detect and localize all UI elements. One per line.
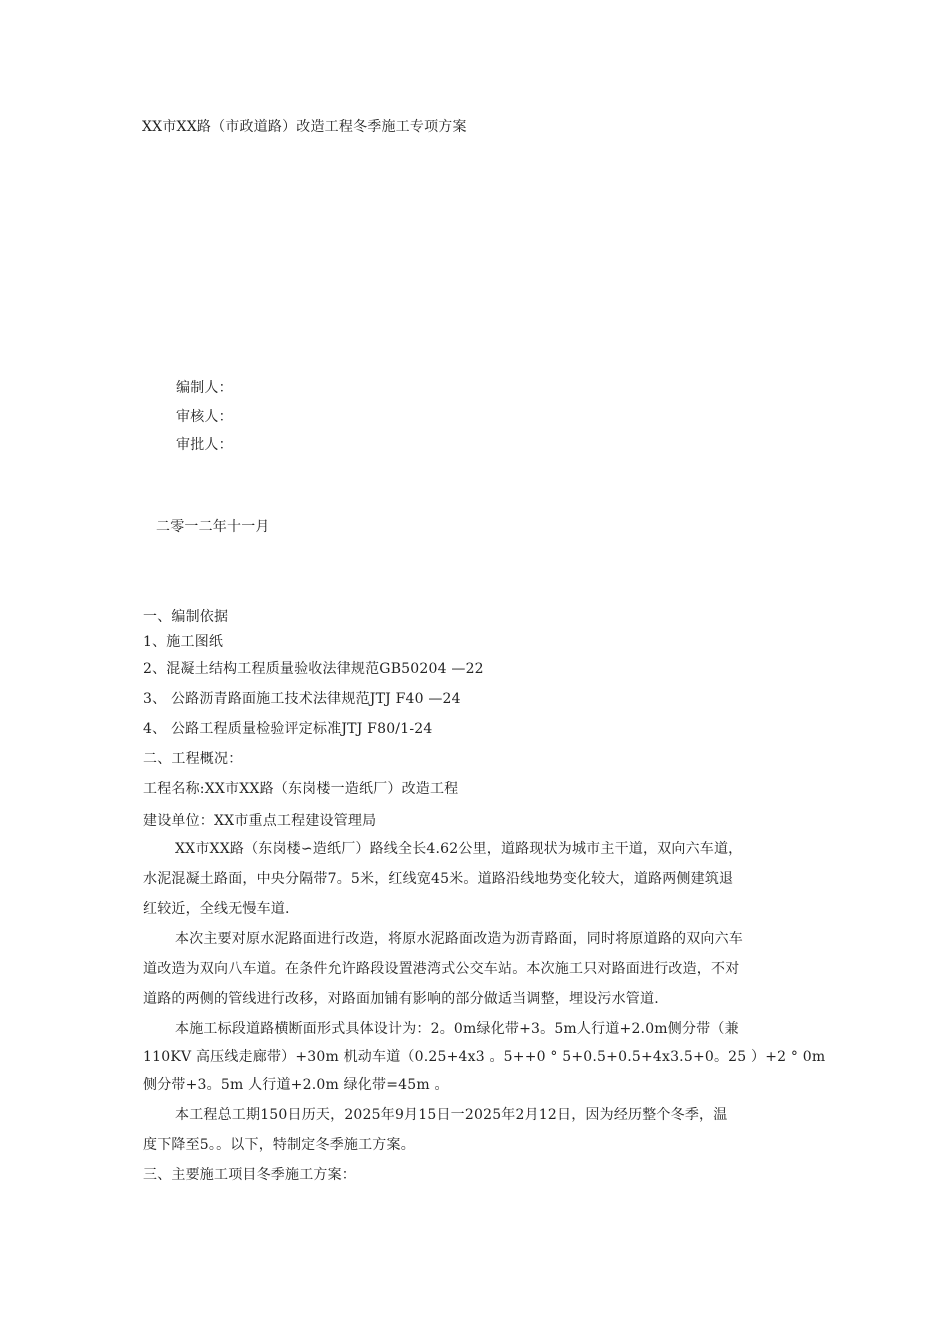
paragraph-line: 道路的两侧的管线进行改移，对路面加铺有影响的部分做适当调整，埋设污水管道. [143,991,659,1007]
approved-by-label: 审批人： [176,437,233,453]
paragraph-line: 水泥混凝土路面，中央分隔带7。5米，红线宽45米。道路沿线地势变化较大，道路两侧建筑退 [143,871,734,887]
list-item: 3、 公路沥青路面施工技术法律规范JTJ F40 —24 [143,691,461,707]
reviewed-by-label: 审核人： [176,409,233,425]
document-title: XX市XX路（市政道路）改造工程冬季施工专项方案 [142,119,467,135]
paragraph-line: 110KV 高压线走廊带）+30m 机动车道（0.25+4x3 。5++0 ° 5+0.5+0.5+4x3.5+0。25 ）+2 ° 0m [143,1049,826,1065]
paragraph-line: 本次主要对原水泥路面进行改造，将原水泥路面改造为沥青路面，同时将原道路的双向六车 [175,931,743,947]
paragraph-line: 道改造为双向八车道。在条件允许路段设置港湾式公交车站。本次施工只对路面进行改造，不对 [143,961,740,977]
list-item: 2、混凝土结构工程质量验收法律规范GB50204 —22 [143,661,484,677]
list-item: 4、 公路工程质量检验评定标准JTJ F80/1-24 [143,721,433,737]
section-heading-basis: 一、编制依据 [143,609,229,625]
paragraph-line: 本工程总工期150日历天，2025年9月15日一2025年2月12日，因为经历整个冬季，温 [175,1107,728,1123]
section-heading-overview: 二、工程概况： [143,751,243,767]
paragraph-line: XX市XX路（东岗楼∽造纸厂）路线全长4.62公里，道路现状为城市主干道，双向六车道， [175,841,743,857]
list-item: 1、施工图纸 [143,634,224,650]
section-heading-winter-plan: 三、主要施工项目冬季施工方案： [143,1167,356,1183]
construction-unit-line: 建设单位：XX市重点工程建设管理局 [143,813,377,829]
project-name-line: 工程名称:XX市XX路（东岗楼一造纸厂）改造工程 [143,781,459,797]
document-date: 二零一二年十一月 [156,519,270,535]
paragraph-line: 度下降至5。。以下，特制定冬季施工方案。 [143,1137,415,1153]
paragraph-line: 侧分带+3。5m 人行道+2.0m 绿化带=45m 。 [143,1077,449,1093]
paragraph-line: 本施工标段道路横断面形式具体设计为：2。0m绿化带+3。5m人行道+2.0m侧分带（兼 [175,1021,739,1037]
prepared-by-label: 编制人： [176,380,233,396]
paragraph-line: 红较近，全线无慢车道. [143,901,290,917]
